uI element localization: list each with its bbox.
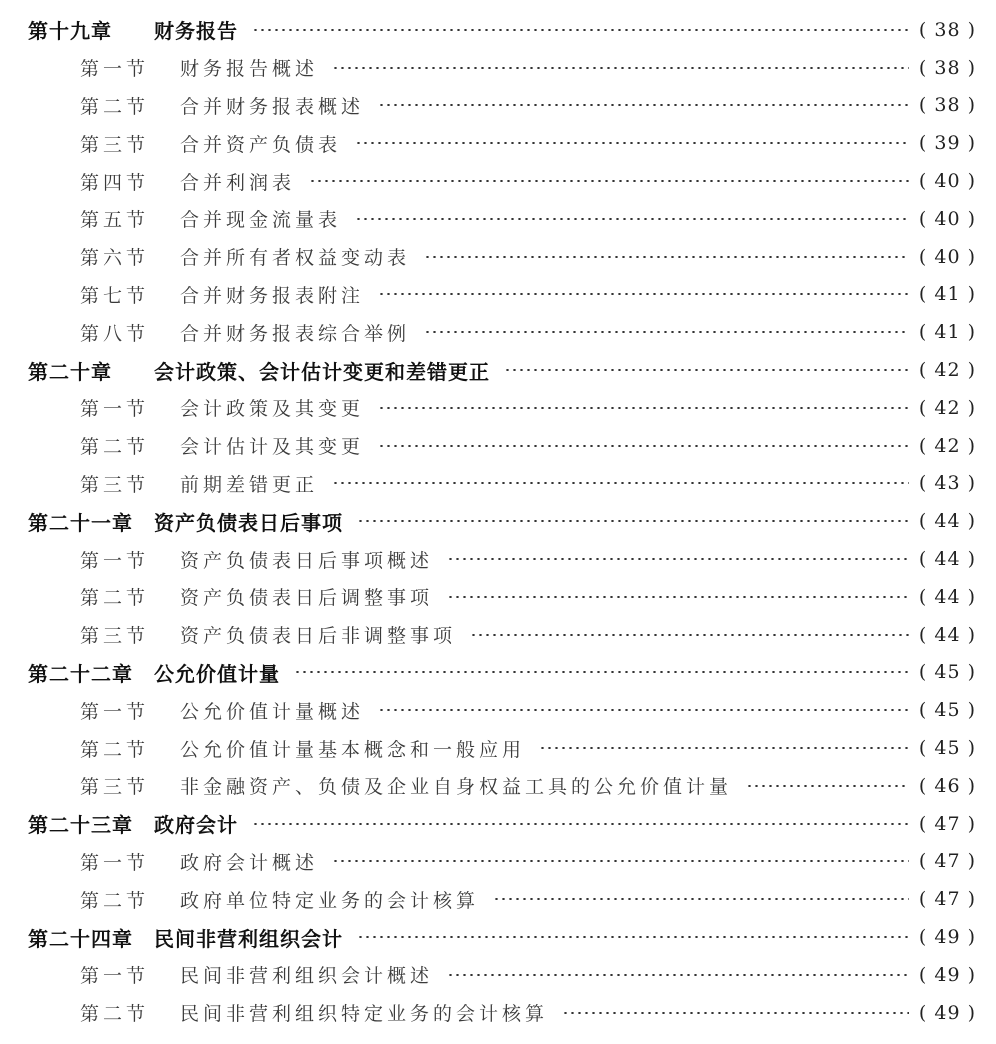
toc-entry-label: 第二节 bbox=[80, 889, 150, 912]
toc-section-entry[interactable] bbox=[0, 200, 996, 238]
toc-entry-title: 公允价值计量基本概念和一般应用 bbox=[180, 738, 526, 761]
toc-entry-label: 第一节 bbox=[80, 549, 150, 572]
leader-dots bbox=[447, 974, 909, 976]
toc-entry-page: ( 42 ) bbox=[918, 434, 976, 457]
toc-section-entry[interactable] bbox=[0, 616, 996, 654]
toc-entry-label: 第一节 bbox=[80, 851, 150, 874]
table-of-contents bbox=[0, 11, 996, 1032]
toc-entry-title: 资产负债表日后调整事项 bbox=[180, 587, 434, 610]
leader-dots bbox=[539, 747, 909, 749]
leader-dots bbox=[378, 293, 909, 295]
toc-entry-title: 政府会计概述 bbox=[180, 851, 319, 874]
toc-entry-title: 民间非营利组织特定业务的会计核算 bbox=[180, 1003, 549, 1026]
toc-entry-label: 第五节 bbox=[80, 209, 150, 232]
toc-entry-page: ( 45 ) bbox=[918, 699, 976, 722]
toc-section-entry[interactable] bbox=[0, 994, 996, 1032]
toc-entry-title: 民间非营利组织会计 bbox=[154, 926, 343, 951]
toc-entry-page: ( 42 ) bbox=[918, 396, 976, 419]
toc-entry-page: ( 44 ) bbox=[918, 585, 976, 608]
toc-entry-label: 第三节 bbox=[80, 133, 150, 156]
leader-dots bbox=[378, 104, 909, 106]
toc-section-entry[interactable] bbox=[0, 540, 996, 578]
toc-entry-label: 第二十一章 bbox=[28, 510, 133, 535]
toc-entry-label: 第一节 bbox=[80, 58, 150, 81]
toc-entry-page: ( 40 ) bbox=[918, 245, 976, 268]
toc-entry-label: 第三节 bbox=[80, 776, 150, 799]
leader-dots bbox=[332, 67, 909, 69]
cropped-previous-line bbox=[0, 0, 996, 4]
toc-entry-page: ( 38 ) bbox=[918, 94, 976, 117]
toc-section-entry[interactable] bbox=[0, 729, 996, 767]
leader-dots bbox=[504, 369, 909, 371]
toc-entry-title: 公允价值计量 bbox=[154, 661, 280, 686]
toc-entry-page: ( 41 ) bbox=[918, 321, 976, 344]
toc-entry-page: ( 40 ) bbox=[918, 207, 976, 230]
toc-chapter-entry[interactable] bbox=[0, 502, 996, 540]
toc-entry-label: 第二十二章 bbox=[28, 661, 133, 686]
toc-entry-page: ( 42 ) bbox=[918, 359, 976, 382]
leader-dots bbox=[252, 823, 909, 825]
toc-section-entry[interactable] bbox=[0, 313, 996, 351]
toc-entry-label: 第二十章 bbox=[28, 359, 112, 384]
toc-entry-title: 合并资产负债表 bbox=[180, 133, 342, 156]
toc-section-entry[interactable] bbox=[0, 578, 996, 616]
toc-section-entry[interactable] bbox=[0, 124, 996, 162]
toc-entry-label: 第八节 bbox=[80, 322, 150, 345]
toc-section-entry[interactable] bbox=[0, 691, 996, 729]
leader-dots bbox=[447, 558, 909, 560]
toc-entry-title: 会计估计及其变更 bbox=[180, 436, 365, 459]
toc-section-entry[interactable] bbox=[0, 162, 996, 200]
leader-dots bbox=[424, 256, 909, 258]
toc-entry-title: 财务报告概述 bbox=[180, 58, 319, 81]
toc-entry-page: ( 44 ) bbox=[918, 510, 976, 533]
toc-entry-title: 公允价值计量概述 bbox=[180, 700, 365, 723]
leader-dots bbox=[378, 445, 909, 447]
leader-dots bbox=[357, 936, 909, 938]
leader-dots bbox=[294, 671, 909, 673]
leader-dots bbox=[252, 29, 909, 31]
toc-entry-page: ( 38 ) bbox=[918, 18, 976, 41]
toc-chapter-entry[interactable] bbox=[0, 11, 996, 49]
toc-entry-title: 合并现金流量表 bbox=[180, 209, 342, 232]
toc-entry-title: 合并所有者权益变动表 bbox=[180, 247, 411, 270]
leader-dots bbox=[378, 709, 909, 711]
toc-entry-label: 第二节 bbox=[80, 1003, 150, 1026]
leader-dots bbox=[378, 407, 909, 409]
toc-section-entry[interactable] bbox=[0, 767, 996, 805]
toc-entry-title: 会计政策、会计估计变更和差错更正 bbox=[154, 359, 490, 384]
toc-entry-title: 政府单位特定业务的会计核算 bbox=[180, 889, 480, 912]
toc-entry-title: 资产负债表日后事项概述 bbox=[180, 549, 434, 572]
toc-section-entry[interactable] bbox=[0, 87, 996, 125]
toc-entry-page: ( 49 ) bbox=[918, 963, 976, 986]
toc-section-entry[interactable] bbox=[0, 276, 996, 314]
toc-entry-label: 第一节 bbox=[80, 398, 150, 421]
toc-entry-label: 第六节 bbox=[80, 247, 150, 270]
toc-entry-label: 第十九章 bbox=[28, 19, 112, 44]
leader-dots bbox=[357, 520, 909, 522]
toc-entry-label: 第一节 bbox=[80, 965, 150, 988]
toc-entry-title: 合并财务报表附注 bbox=[180, 284, 365, 307]
toc-entry-label: 第四节 bbox=[80, 171, 150, 194]
toc-section-entry[interactable] bbox=[0, 843, 996, 881]
toc-entry-label: 第二十三章 bbox=[28, 813, 133, 838]
toc-entry-label: 第三节 bbox=[80, 473, 150, 496]
toc-entry-label: 第一节 bbox=[80, 700, 150, 723]
toc-entry-label: 第二节 bbox=[80, 95, 150, 118]
leader-dots bbox=[424, 331, 909, 333]
toc-section-entry[interactable] bbox=[0, 238, 996, 276]
toc-section-entry[interactable] bbox=[0, 956, 996, 994]
toc-entry-label: 第三节 bbox=[80, 625, 150, 648]
leader-dots bbox=[447, 596, 909, 598]
toc-section-entry[interactable] bbox=[0, 880, 996, 918]
toc-entry-title: 前期差错更正 bbox=[180, 473, 319, 496]
toc-entry-page: ( 47 ) bbox=[918, 850, 976, 873]
toc-entry-page: ( 44 ) bbox=[918, 548, 976, 571]
leader-dots bbox=[746, 785, 909, 787]
toc-entry-page: ( 46 ) bbox=[918, 774, 976, 797]
toc-entry-title: 政府会计 bbox=[154, 813, 238, 838]
leader-dots bbox=[562, 1012, 909, 1014]
leader-dots bbox=[470, 634, 909, 636]
toc-entry-page: ( 45 ) bbox=[918, 661, 976, 684]
toc-entry-page: ( 39 ) bbox=[918, 132, 976, 155]
toc-entry-label: 第二节 bbox=[80, 587, 150, 610]
toc-entry-page: ( 40 ) bbox=[918, 170, 976, 193]
toc-chapter-entry[interactable] bbox=[0, 918, 996, 956]
toc-entry-title: 资产负债表日后事项 bbox=[154, 510, 343, 535]
toc-entry-title: 民间非营利组织会计概述 bbox=[180, 965, 434, 988]
toc-entry-page: ( 43 ) bbox=[918, 472, 976, 495]
toc-entry-title: 合并财务报表综合举例 bbox=[180, 322, 411, 345]
toc-entry-title: 财务报告 bbox=[154, 19, 238, 44]
toc-entry-page: ( 49 ) bbox=[918, 1001, 976, 1024]
toc-entry-title: 合并财务报表概述 bbox=[180, 95, 365, 118]
toc-entry-page: ( 44 ) bbox=[918, 623, 976, 646]
toc-entry-title: 会计政策及其变更 bbox=[180, 398, 365, 421]
toc-chapter-entry[interactable] bbox=[0, 654, 996, 692]
toc-entry-label: 第二十四章 bbox=[28, 926, 133, 951]
toc-entry-label: 第二节 bbox=[80, 436, 150, 459]
toc-entry-page: ( 45 ) bbox=[918, 737, 976, 760]
leader-dots bbox=[309, 180, 909, 182]
leader-dots bbox=[493, 898, 909, 900]
toc-chapter-entry[interactable] bbox=[0, 351, 996, 389]
toc-section-entry[interactable] bbox=[0, 465, 996, 503]
toc-entry-page: ( 47 ) bbox=[918, 888, 976, 911]
leader-dots bbox=[355, 142, 909, 144]
toc-entry-title: 资产负债表日后非调整事项 bbox=[180, 625, 457, 648]
leader-dots bbox=[355, 218, 909, 220]
toc-entry-label: 第七节 bbox=[80, 284, 150, 307]
toc-entry-page: ( 41 ) bbox=[918, 283, 976, 306]
toc-section-entry[interactable] bbox=[0, 49, 996, 87]
leader-dots bbox=[332, 860, 909, 862]
toc-entry-page: ( 38 ) bbox=[918, 56, 976, 79]
toc-entry-page: ( 49 ) bbox=[918, 926, 976, 949]
toc-entry-label: 第二节 bbox=[80, 738, 150, 761]
toc-entry-page: ( 47 ) bbox=[918, 812, 976, 835]
toc-entry-title: 合并利润表 bbox=[180, 171, 296, 194]
toc-section-entry[interactable] bbox=[0, 427, 996, 465]
toc-chapter-entry[interactable] bbox=[0, 805, 996, 843]
toc-section-entry[interactable] bbox=[0, 389, 996, 427]
toc-entry-title: 非金融资产、负债及企业自身权益工具的公允价值计量 bbox=[180, 776, 733, 799]
leader-dots bbox=[332, 482, 909, 484]
